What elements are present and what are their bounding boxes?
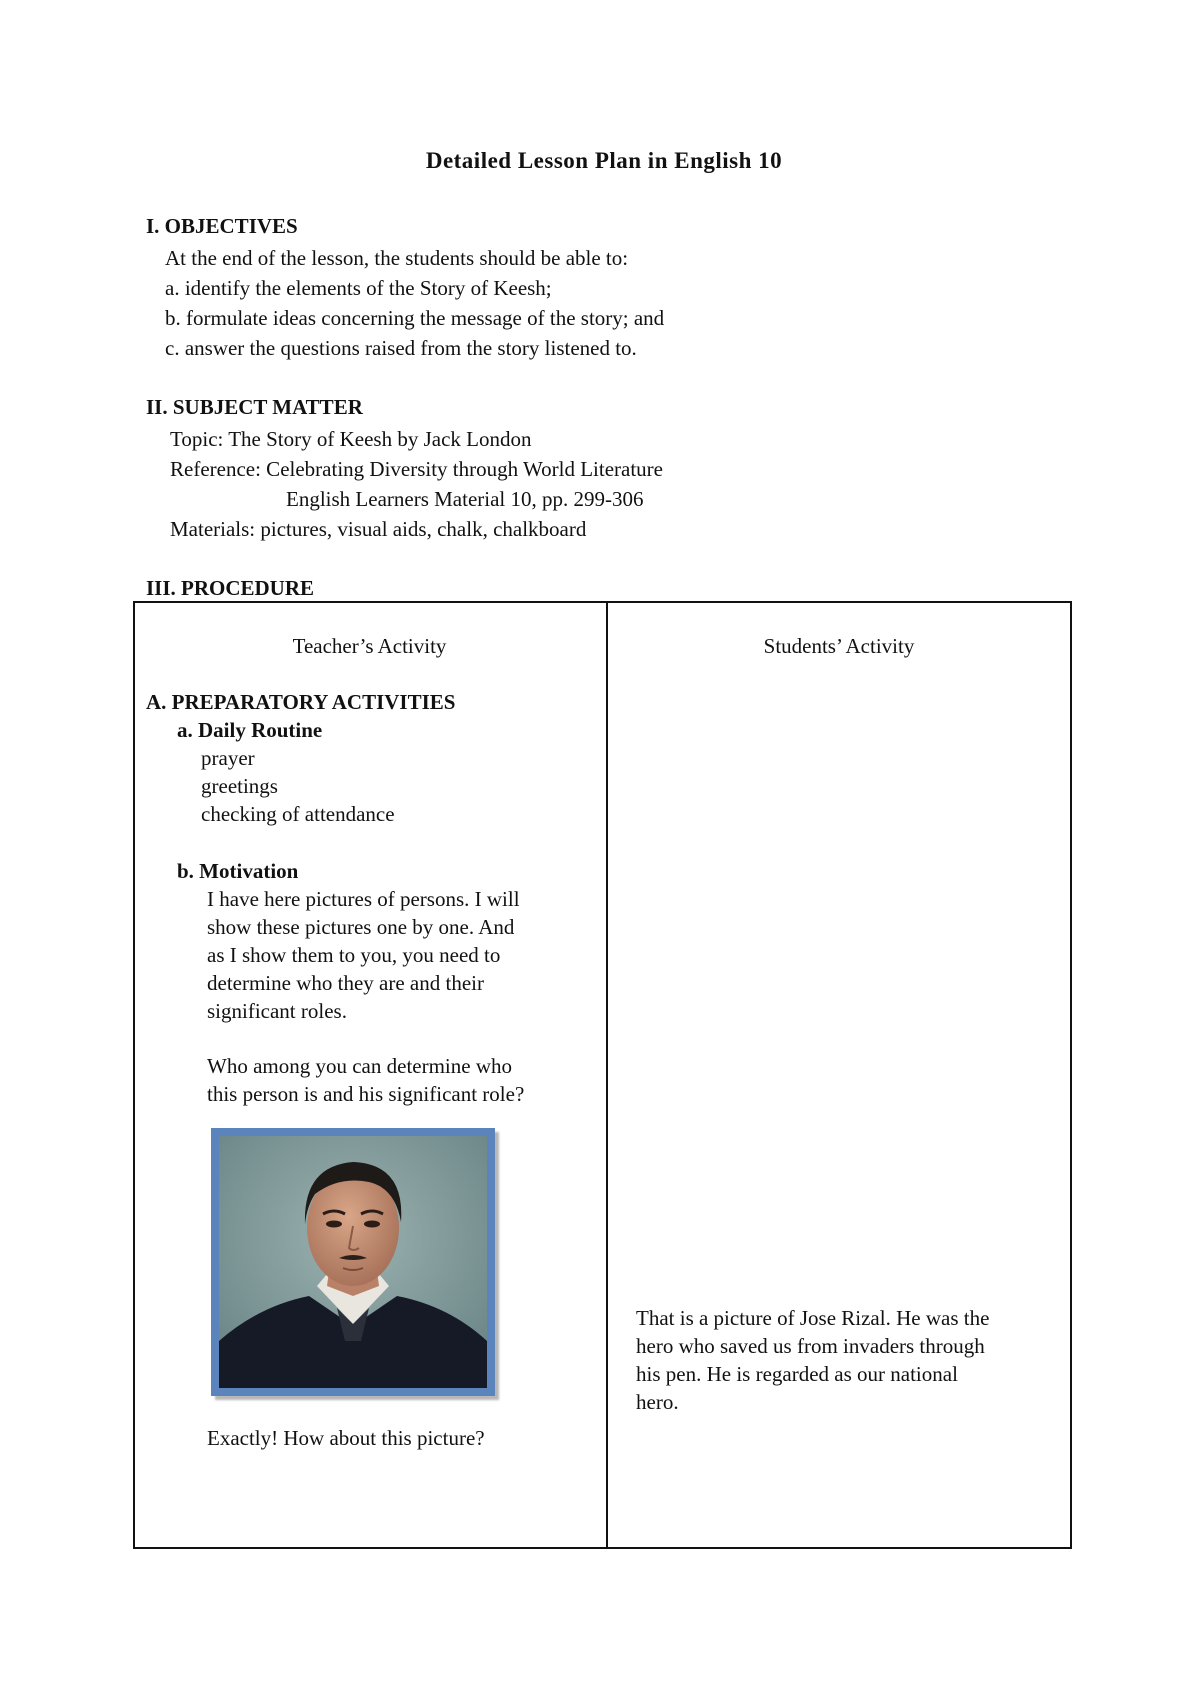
routine-item: greetings (201, 774, 278, 798)
followup-question: Exactly! How about this picture? (207, 1426, 485, 1450)
procedure-heading: III. PROCEDURE (146, 576, 315, 600)
teacher-activity-header: Teacher’s Activity (292, 634, 447, 658)
student-answer-line: hero. (636, 1390, 679, 1414)
page-title: Detailed Lesson Plan in English 10 (425, 148, 783, 173)
motivation-label: b. Motivation (177, 859, 299, 883)
materials-line: Materials: pictures, visual aids, chalk, chalkboard (170, 517, 587, 541)
objective-item: a. identify the elements of the Story of Keesh; (165, 276, 552, 300)
column-divider (606, 603, 608, 1547)
reference-line: Reference: Celebrating Diversity through World Literature (170, 457, 663, 481)
portrait-picture-frame (211, 1128, 495, 1396)
portrait-image (219, 1136, 487, 1388)
routine-item: prayer (201, 746, 255, 770)
reference-line-continued: English Learners Material 10, pp. 299-306 (286, 487, 644, 511)
motivation-line: significant roles. (207, 999, 347, 1023)
motivation-line: show these pictures one by one. And (207, 915, 515, 939)
preparatory-activities-heading: A. PREPARATORY ACTIVITIES (146, 690, 456, 714)
motivation-line: determine who they are and their (207, 971, 484, 995)
question-line: this person is and his significant role? (207, 1082, 525, 1106)
objectives-heading: I. OBJECTIVES (146, 214, 298, 238)
subject-matter-heading: II. SUBJECT MATTER (146, 395, 363, 419)
motivation-line: I have here pictures of persons. I will (207, 887, 520, 911)
student-answer-line: his pen. He is regarded as our national (636, 1362, 958, 1386)
routine-item: checking of attendance (201, 802, 395, 826)
objectives-intro: At the end of the lesson, the students should be able to: (165, 246, 629, 270)
student-answer-line: hero who saved us from invaders through (636, 1334, 985, 1358)
question-line: Who among you can determine who (207, 1054, 512, 1078)
motivation-line: as I show them to you, you need to (207, 943, 501, 967)
student-answer-line: That is a picture of Jose Rizal. He was the (636, 1306, 990, 1330)
daily-routine-label: a. Daily Routine (177, 718, 323, 742)
objective-item: b. formulate ideas concerning the message of the story; and (165, 306, 665, 330)
objective-item: c. answer the questions raised from the story listened to. (165, 336, 637, 360)
student-activity-header: Students’ Activity (763, 634, 915, 658)
topic-line: Topic: The Story of Keesh by Jack London (170, 427, 532, 451)
